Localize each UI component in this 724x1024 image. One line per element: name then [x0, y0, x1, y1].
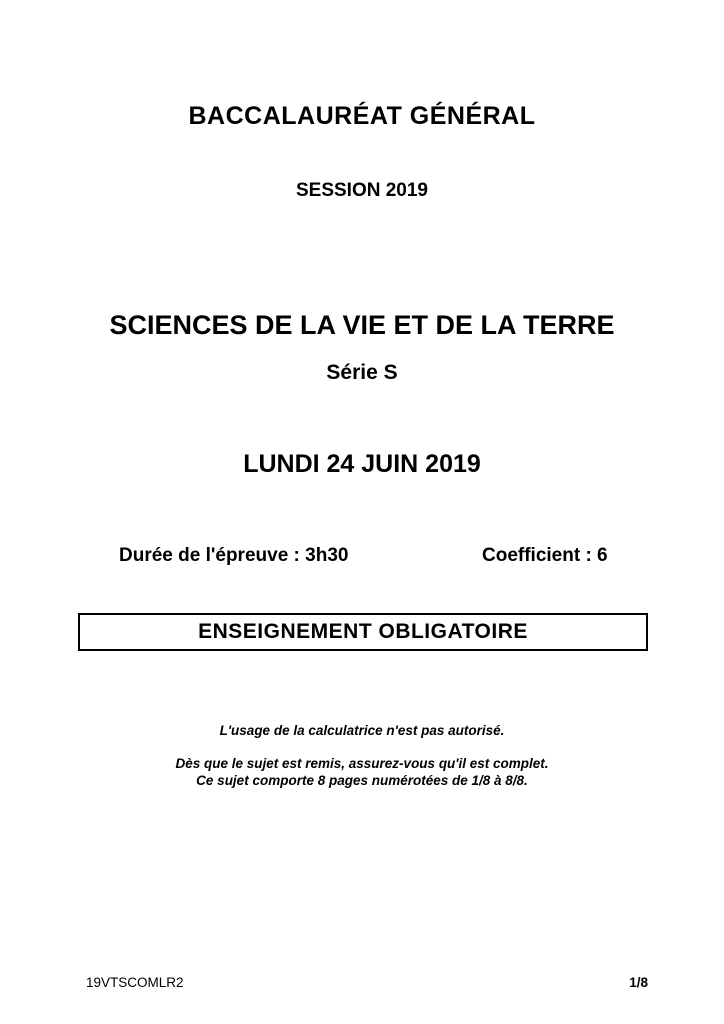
subject-title: SCIENCES DE LA VIE ET DE LA TERRE: [109, 310, 615, 340]
note-completeness-line1: Dès que le sujet est remis, assurez-vous qu'il est complet.: [175, 756, 549, 771]
note-completeness: [0, 756, 724, 789]
exam-date: LUNDI 24 JUIN 2019: [243, 450, 481, 478]
duration-label: Durée de l'épreuve : 3h30: [119, 545, 349, 566]
enseignement-banner-box: [78, 613, 648, 651]
session-label: SESSION 2019: [295, 180, 429, 201]
enseignement-banner-label: ENSEIGNEMENT OBLIGATOIRE: [198, 620, 528, 643]
note-completeness-line2: Ce sujet comporte 8 pages numérotées de 1/8 à 8/8.: [196, 772, 528, 788]
document-title: BACCALAURÉAT GÉNÉRAL: [188, 102, 536, 130]
footer-page-number: 1/8: [629, 975, 648, 990]
footer-reference-code: 19VTSCOMLR2: [86, 975, 184, 990]
note-calculator: L'usage de la calculatrice n'est pas autorisé.: [219, 723, 505, 738]
serie-label: Série S: [326, 361, 398, 384]
coefficient-label: Coefficient : 6: [482, 545, 608, 566]
